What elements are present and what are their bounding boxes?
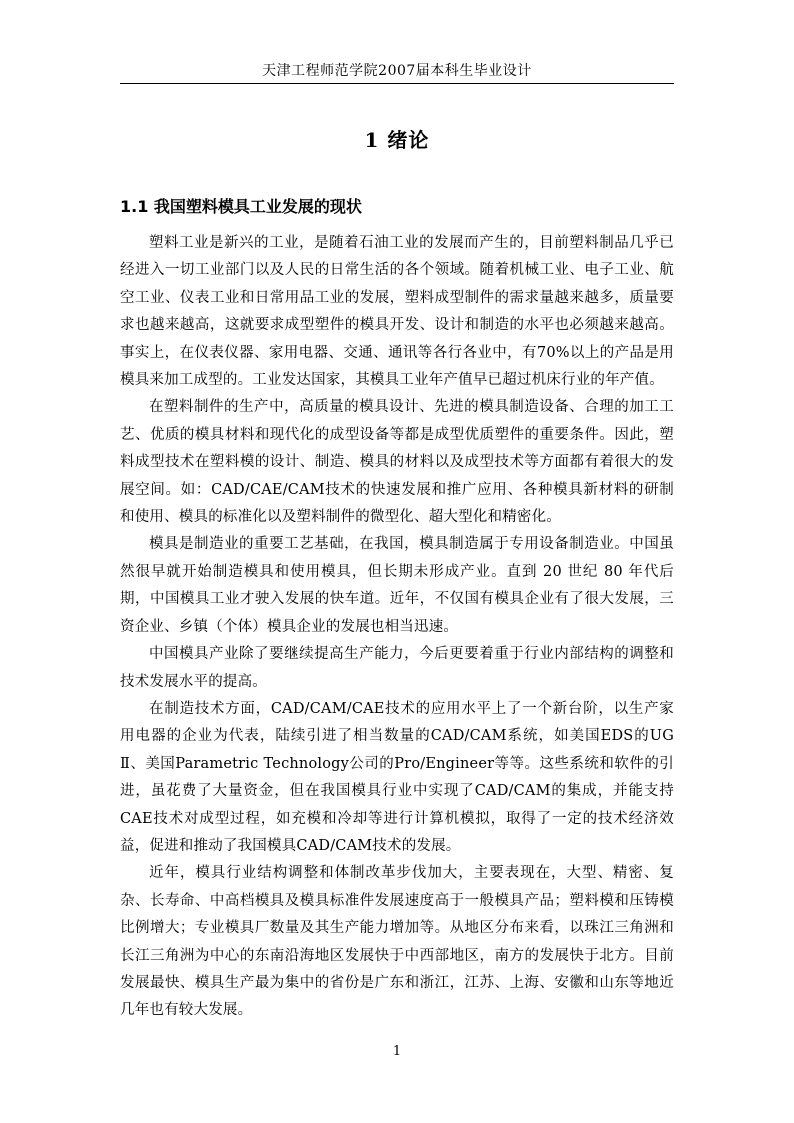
paragraph: 塑料工业是新兴的工业，是随着石油工业的发展而产生的，目前塑料制品几乎已经进入一切工业部门以及人民的日常生活的各个领域。随着机械工业、电子工业、航空工业、仪表工业和日常用品工业的发展，塑料成型制件的需求量越来越多，质量要求也越来越高，这就要求成型塑件的模具开发、设计和制造的水平也必须越来越高。事实上，在仪表仪器、家用电器、交通、通讯等各行各业中，有70%以上的产品是用模具来加工成型的。工业发达国家，其模具工业年产值早已超过机床行业的年产值。	[120, 235, 674, 389]
paragraph: 中国模具产业除了要继续提高生产能力，今后更要着重于行业内部结构的调整和技术发展水平的提高。	[120, 646, 674, 690]
section-heading: 1.1 我国塑料模具工业发展的现状	[120, 197, 362, 216]
paragraph: 近年，模具行业结构调整和体制改革步伐加大，主要表现在，大型、精密、复杂、长寿命、中高档模具及模具标准件发展速度高于一般模具产品；塑料模和压铸模比例增大；专业模具厂数量及其生产能力增加等。从地区分布来看，以珠江三角洲和长江三角洲为中心的东南沿海地区发展快于中西部地区，南方的发展快于北方。目前发展最快、模具生产最为集中的省份是广东和浙江，江苏、上海、安徽和山东等地近几年也有较大发展。	[120, 865, 674, 1019]
paragraph: 在制造技术方面，CAD/CAM/CAE技术的应用水平上了一个新台阶，以生产家用电器的企业为代表，陆续引进了相当数量的CAD/CAM系统，如美国EDS的UG Ⅱ、美国Parametric Technology公司的Pro/Engineer等等。这些系统和软件的引进，虽花费了大量资金，但在我国模具行业中实现了CAD/CAM的集成，并能支持CAE技术对成型过程，如充模和冷却等进行计算机模拟，取得了一定的技术经济效益，促进和推动了我国模具CAD/CAM技术的发展。	[120, 700, 674, 854]
chapter-title: 1 绪论	[364, 128, 430, 152]
header-divider	[120, 83, 674, 84]
body-text	[120, 230, 674, 1025]
paragraph: 在塑料制件的生产中，高质量的模具设计、先进的模具制造设备、合理的加工工艺、优质的模具材料和现代化的成型设备等都是成型优质塑件的重要条件。因此，塑料成型技术在塑料模的设计、制造、模具的材料以及成型技术等方面都有着很大的发展空间。如：CAD/CAE/CAM技术的快速发展和推广应用、各种模具新材料的研制和使用、模具的标准化以及塑料制件的微型化、超大型化和精密化。	[120, 399, 674, 526]
running-header: 天津工程师范学院2007届本科生毕业设计	[262, 63, 532, 79]
paragraph: 模具是制造业的重要工艺基础，在我国，模具制造属于专用设备制造业。中国虽然很早就开始制造模具和使用模具，但长期未形成产业。直到 20 世纪 80 年代后期，中国模具工业才驶入发展的快车道。近年，不仅国有模具企业有了很大发展，三资企业、乡镇（个体）模具企业的发展也相当迅速。	[120, 536, 674, 635]
page-number: 1	[392, 1044, 402, 1059]
